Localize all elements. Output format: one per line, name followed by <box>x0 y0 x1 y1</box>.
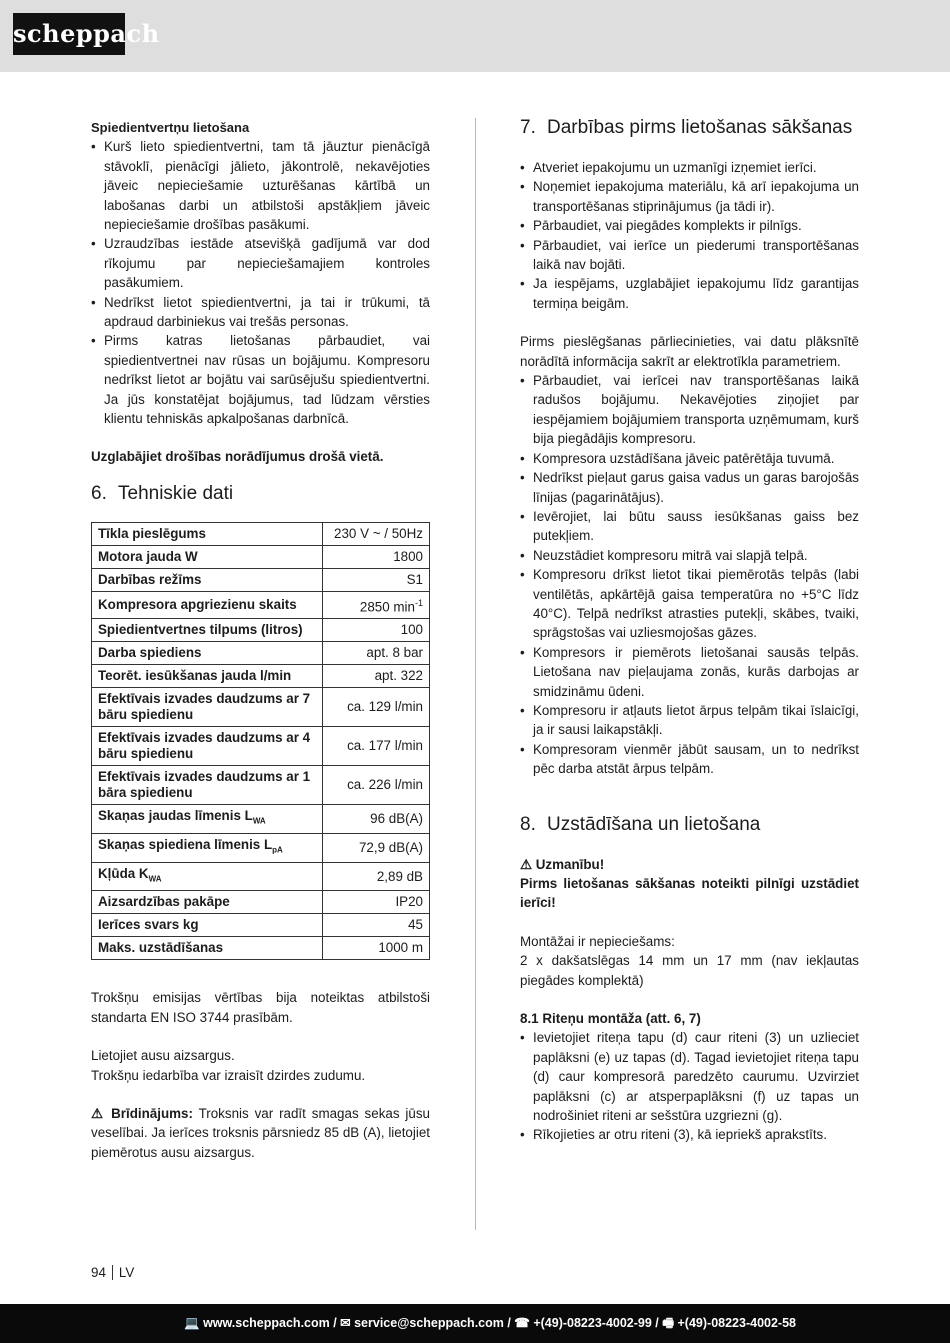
list-item: • Nedrīkst lietot spiedientvertni, ja tai ir trūkumi, tā apdraud darbiniekus vai trešās personas. <box>91 293 430 332</box>
section-number: 6. <box>91 482 107 504</box>
table-row <box>92 862 430 891</box>
attention-text: Pirms lietošanas sākšanas noteikti pilnīgi uzstādiet ierīci! <box>520 876 859 911</box>
list-item: • Ievērojiet, lai būtu sauss iesūkšanas gaiss bez putekļiem. <box>520 507 859 546</box>
pressure-vessel-heading: Spiedientvertņu lietošana <box>91 120 250 135</box>
ear-protection-line: Lietojiet ausu aizsargus. <box>91 1048 235 1064</box>
list-item: • Kompresora uzstādīšana jāveic patērētāja tuvumā. <box>520 449 859 468</box>
section-title: Uzstādīšana un lietošana <box>547 813 761 835</box>
list-item: • Kompresors ir piemērots lietošanai sausās telpās. Lietošana nav pieļaujama zonās, kurās darbojas ar smidzināmu ūdeni. <box>520 643 859 701</box>
spec-key-sub: pA <box>272 845 283 855</box>
left-column <box>91 118 430 1162</box>
table-row <box>92 834 430 863</box>
list-item: • Kurš lieto spiedientvertni, tam tā jāuztur pienācīgā stāvoklī, pienācīgi jālieto, jākontrolē, nekavējoties jāveic nepieciešamie uzturēšanas kārtībā un labošanas darbi un atbilstoši apstākļiem jāveic nepieciešamie drošības pasākumi. <box>91 137 430 234</box>
checks-list <box>520 371 859 779</box>
unpacking-list <box>520 158 859 313</box>
spec-value-sup: -1 <box>414 597 423 608</box>
spec-value-text: 2850 min <box>359 599 415 615</box>
warning-icon: ⚠ <box>520 856 533 872</box>
spec-value: 96 dB(A) <box>323 805 430 834</box>
spec-key: Efektīvais izvades daudzums ar 4 bāru spiedienu <box>92 727 323 766</box>
spec-key: Ierīces svars kg <box>92 914 323 937</box>
right-column <box>520 118 859 1145</box>
list-item: • Noņemiet iepakojuma materiālu, kā arī iepakojuma un transportēšanas stiprinājumus (ja tādi ir). <box>520 177 859 216</box>
list-item: • Atveriet iepakojumu un uzmanīgi izņemiet ierīci. <box>520 158 859 177</box>
spec-key: Tīkla pieslēgums <box>92 522 323 545</box>
spec-key: Efektīvais izvades daudzums ar 7 bāru spiedienu <box>92 688 323 727</box>
spec-value: 2,89 dB <box>323 862 430 891</box>
spec-key: Teorēt. iesūkšanas jauda l/min <box>92 665 323 688</box>
table-row <box>92 568 430 591</box>
spec-key: Aizsardzības pakāpe <box>92 891 323 914</box>
section-number: 7. <box>520 117 536 138</box>
warning-paragraph <box>91 1104 430 1162</box>
list-item: • Kompresoru drīkst lietot tikai piemērotās telpās (labi ventilētās, apkārtējā gaisa temperatūra no +5°C līdz 40°C). Telpā nedrīkst atrasties putekļi, skābes, tvaiki, sprāgstošas vai uzliesmojošas gāzes. <box>520 565 859 643</box>
list-item: • Neuzstādiet kompresoru mitrā vai slapjā telpā. <box>520 546 859 565</box>
pressure-vessel-list <box>91 137 430 428</box>
spec-key-sub: WA <box>252 817 266 827</box>
tech-data-table <box>91 522 430 960</box>
table-row <box>92 545 430 568</box>
spec-value <box>323 591 430 618</box>
table-row <box>92 805 430 834</box>
spec-value: ca. 226 l/min <box>323 766 430 805</box>
spec-value: 1800 <box>323 545 430 568</box>
column-divider <box>475 118 476 1230</box>
table-row <box>92 619 430 642</box>
spec-key: Maks. uzstādīšanas <box>92 937 323 960</box>
language-code: LV <box>118 1265 135 1280</box>
brand-logo: scheppach <box>13 13 125 55</box>
table-row <box>92 937 430 960</box>
list-item: • Ievietojiet riteņa tapu (d) caur riteni (3) un uzlieciet paplāksni (e) uz tapas (d). Tagad ievietojiet riteņa tapu (d) caur kompresorā paredzēto caurumu. Uzvirziet paplāksni (c) ar atsperpaplāksni (f) uz tapas un nodrošiniet riteni ar sešstūra uzgriezni (g). <box>520 1028 859 1125</box>
table-row <box>92 591 430 618</box>
page-number: 94 <box>91 1265 106 1280</box>
spec-key: Darba spiediens <box>92 642 323 665</box>
list-item: • Uzraudzības iestāde atsevišķā gadījumā var dod rīkojumu par nepieciešamajiem kontroles pasākumiem. <box>91 234 430 292</box>
spec-key: Kompresora apgriezienu skaits <box>92 591 323 618</box>
spec-value: IP20 <box>323 891 430 914</box>
contact-info: 💻 www.scheppach.com / ✉ service@scheppach.com / ☎ +(49)-08223-4002-99 / 🖷 +(49)-08223-4002-58 <box>184 1316 796 1330</box>
list-item: • Ja iespējams, uzglabājiet iepakojumu līdz garantijas termiņa beigām. <box>520 274 859 313</box>
spec-value: ca. 177 l/min <box>323 727 430 766</box>
warning-label: Brīdinājums: <box>111 1106 193 1122</box>
section-8-heading <box>520 815 859 835</box>
spec-key <box>92 834 323 863</box>
attention-heading <box>520 855 859 874</box>
page-number-block <box>91 1265 134 1280</box>
spec-key: Darbības režīms <box>92 568 323 591</box>
noise-emission-note: Trokšņu emisijas vērtības bija noteiktas atbilstoši standarta EN ISO 3744 prasībām. <box>91 990 430 1025</box>
spec-key-text: Kļūda K <box>98 865 149 881</box>
attention-label: Uzmanību! <box>532 856 605 872</box>
section-7-heading <box>520 118 859 138</box>
wheel-mounting-list <box>520 1028 859 1144</box>
spec-value: ca. 129 l/min <box>323 688 430 727</box>
table-row <box>92 727 430 766</box>
header-band <box>0 0 950 72</box>
subsection-8-1-heading: 8.1 Riteņu montāža (att. 6, 7) <box>520 1011 701 1027</box>
list-item: • Kompresoru ir atļauts lietot ārpus telpām tikai īslaicīgi, ja ir sausi laikapstākļi. <box>520 701 859 740</box>
list-item: • Pirms katras lietošanas pārbaudiet, vai spiedientvertnei nav rūsas un bojājumu. Kompresoru nedrīkst lietot ar bojātu vai sarūsējušu spiedientvertni. Ja jūs konstatējat bojājumus, tad lūdzam vērsties klientu tehniskās apkalpošanas darbnīcā. <box>91 331 430 428</box>
footer-contact-bar <box>0 1304 950 1343</box>
list-item: • Pārbaudiet, vai ierīce un piederumi transportēšanas laikā nav bojāti. <box>520 236 859 275</box>
spec-key: Spiedientvertnes tilpums (litros) <box>92 619 323 642</box>
spec-key-text: Skaņas jaudas līmenis L <box>98 808 253 824</box>
table-row <box>92 766 430 805</box>
spec-key-text: Skaņas spiediena līmenis L <box>98 837 273 853</box>
table-row <box>92 522 430 545</box>
section-number: 8. <box>520 813 536 835</box>
table-row <box>92 891 430 914</box>
spec-value: S1 <box>323 568 430 591</box>
spec-key <box>92 862 323 891</box>
spec-value: 72,9 dB(A) <box>323 834 430 863</box>
table-row <box>92 688 430 727</box>
spec-value: 1000 m <box>323 937 430 960</box>
table-row <box>92 665 430 688</box>
mounting-tools: 2 x dakšatslēgas 14 mm un 17 mm (nav iekļautas piegādes komplektā) <box>520 953 859 988</box>
list-item: • Kompresoram vienmēr jābūt sausam, un to nedrīkst pēc darba atstāt ārpus telpām. <box>520 740 859 779</box>
spec-key: Motora jauda W <box>92 545 323 568</box>
warning-text: Troksnis var radīt smagas sekas jūsu veselībai. Ja ierīces troksnis pārsniedz 85 dB (A), lietojiet piemērotus ausu aizsargus. <box>91 1106 430 1160</box>
spec-key-sub: WA <box>148 874 162 884</box>
mounting-intro: Montāžai ir nepieciešams: <box>520 933 675 949</box>
spec-value: apt. 322 <box>323 665 430 688</box>
keep-safety-instructions: Uzglabājiet drošības norādījumus drošā vietā. <box>91 448 384 464</box>
table-row <box>92 642 430 665</box>
spec-key <box>92 805 323 834</box>
spec-key: Efektīvais izvades daudzums ar 1 bāra spiedienu <box>92 766 323 805</box>
spec-value: 45 <box>323 914 430 937</box>
table-row <box>92 914 430 937</box>
section-title: Darbības pirms lietošanas sākšanas <box>547 117 853 138</box>
spec-value: apt. 8 bar <box>323 642 430 665</box>
warning-icon: ⚠ <box>91 1106 106 1122</box>
hearing-loss-line: Trokšņu iedarbība var izraisīt dzirdes zudumu. <box>91 1067 366 1083</box>
section-6-heading <box>91 484 430 504</box>
section-title: Tehniskie dati <box>118 482 234 504</box>
list-item: • Pārbaudiet, vai piegādes komplekts ir pilnīgs. <box>520 216 859 235</box>
spec-value: 100 <box>323 619 430 642</box>
spec-value: 230 V ~ / 50Hz <box>323 522 430 545</box>
list-item: • Pārbaudiet, vai ierīcei nav transportēšanas laikā radušos bojājumu. Nekavējoties ziņojiet par iespējamiem bojājumiem transporta uzņēmumam, kurš bija piegādājis kompresoru. <box>520 371 859 449</box>
list-item: • Nedrīkst pieļaut garus gaisa vadus un garas barojošās līnijas (pagarinātājus). <box>520 468 859 507</box>
page-separator <box>112 1265 113 1280</box>
list-item: • Rīkojieties ar otru riteni (3), kā iepriekš aprakstīts. <box>520 1125 859 1144</box>
before-connecting-note: Pirms pieslēgšanas pārliecinieties, vai datu plāksnītē norādītā informācija sakrīt ar elektrotīkla parametriem. <box>520 334 859 369</box>
